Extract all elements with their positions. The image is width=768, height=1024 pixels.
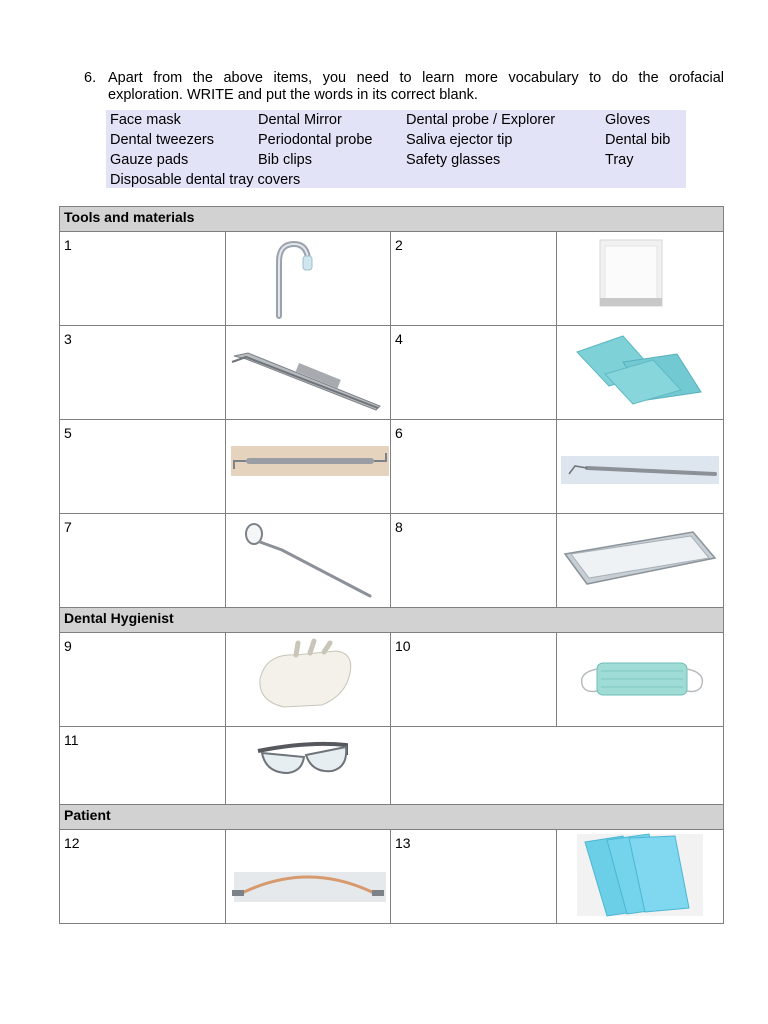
word-bank-item: Face mask bbox=[110, 112, 181, 128]
answer-cell-12[interactable] bbox=[60, 830, 226, 924]
answer-cell-3[interactable] bbox=[60, 326, 226, 420]
answer-cell-4[interactable] bbox=[391, 326, 557, 420]
word-bank-item: Saliva ejector tip bbox=[406, 132, 513, 148]
word-bank-item: Gloves bbox=[605, 112, 651, 128]
item-number: 7 bbox=[64, 519, 72, 535]
word-bank-item: Dental probe / Explorer bbox=[406, 112, 556, 128]
answer-cell-9[interactable] bbox=[60, 633, 226, 727]
image-gauze-pads bbox=[557, 232, 724, 326]
item-number: 13 bbox=[395, 835, 411, 851]
word-bank-item: Dental tweezers bbox=[110, 132, 214, 148]
question-text bbox=[108, 70, 724, 104]
answer-cell-1[interactable] bbox=[60, 232, 226, 326]
answer-cell-2[interactable] bbox=[391, 232, 557, 326]
item-number: 10 bbox=[395, 638, 411, 654]
answer-cell-6[interactable] bbox=[391, 420, 557, 514]
answer-cell-11[interactable] bbox=[60, 727, 226, 805]
word-bank-item: Periodontal probe bbox=[258, 132, 373, 148]
section-header-patient: Patient bbox=[60, 805, 724, 830]
image-tray bbox=[557, 514, 724, 608]
word-bank-item: Tray bbox=[605, 152, 634, 168]
question-line-1: Apart from the above items, you need to learn more vocabulary to do the orofacial bbox=[108, 70, 724, 86]
answer-cell-8[interactable] bbox=[391, 514, 557, 608]
question-number: 6. bbox=[84, 70, 97, 86]
item-number: 1 bbox=[64, 237, 72, 253]
image-dental-bib bbox=[557, 326, 724, 420]
word-bank-item: Gauze pads bbox=[110, 152, 189, 168]
image-face-mask bbox=[557, 633, 724, 727]
item-number: 5 bbox=[64, 425, 72, 441]
empty-cell bbox=[391, 727, 724, 805]
word-bank-item: Dental bib bbox=[605, 132, 671, 148]
item-number: 2 bbox=[395, 237, 403, 253]
word-bank-item: Safety glasses bbox=[406, 152, 501, 168]
item-number: 6 bbox=[395, 425, 403, 441]
item-number: 3 bbox=[64, 331, 72, 347]
image-bib-clips bbox=[226, 830, 391, 924]
word-bank-item: Dental Mirror bbox=[258, 112, 342, 128]
answer-cell-10[interactable] bbox=[391, 633, 557, 727]
section-header-hygienist: Dental Hygienist bbox=[60, 608, 724, 633]
item-number: 4 bbox=[395, 331, 403, 347]
image-dental-mirror bbox=[226, 514, 391, 608]
answer-cell-7[interactable] bbox=[60, 514, 226, 608]
image-periodontal-probe bbox=[226, 420, 391, 514]
vocabulary-table bbox=[59, 206, 724, 924]
word-bank-item: Disposable dental tray covers bbox=[110, 172, 301, 188]
item-number: 8 bbox=[395, 519, 403, 535]
image-gloves bbox=[226, 633, 391, 727]
section-header-tools: Tools and materials bbox=[60, 207, 724, 232]
answer-cell-5[interactable] bbox=[60, 420, 226, 514]
image-saliva-ejector-tip bbox=[226, 232, 391, 326]
image-disposable-tray-covers bbox=[557, 830, 724, 924]
image-safety-glasses bbox=[226, 727, 391, 805]
word-bank-item: Bib clips bbox=[258, 152, 312, 168]
image-dental-tweezers bbox=[226, 326, 391, 420]
item-number: 11 bbox=[64, 732, 79, 748]
answer-cell-13[interactable] bbox=[391, 830, 557, 924]
item-number: 9 bbox=[64, 638, 72, 654]
item-number: 12 bbox=[64, 835, 80, 851]
image-dental-probe bbox=[557, 420, 724, 514]
word-bank bbox=[106, 110, 686, 188]
question-line-2: exploration. WRITE and put the words in its correct blank. bbox=[108, 87, 478, 103]
